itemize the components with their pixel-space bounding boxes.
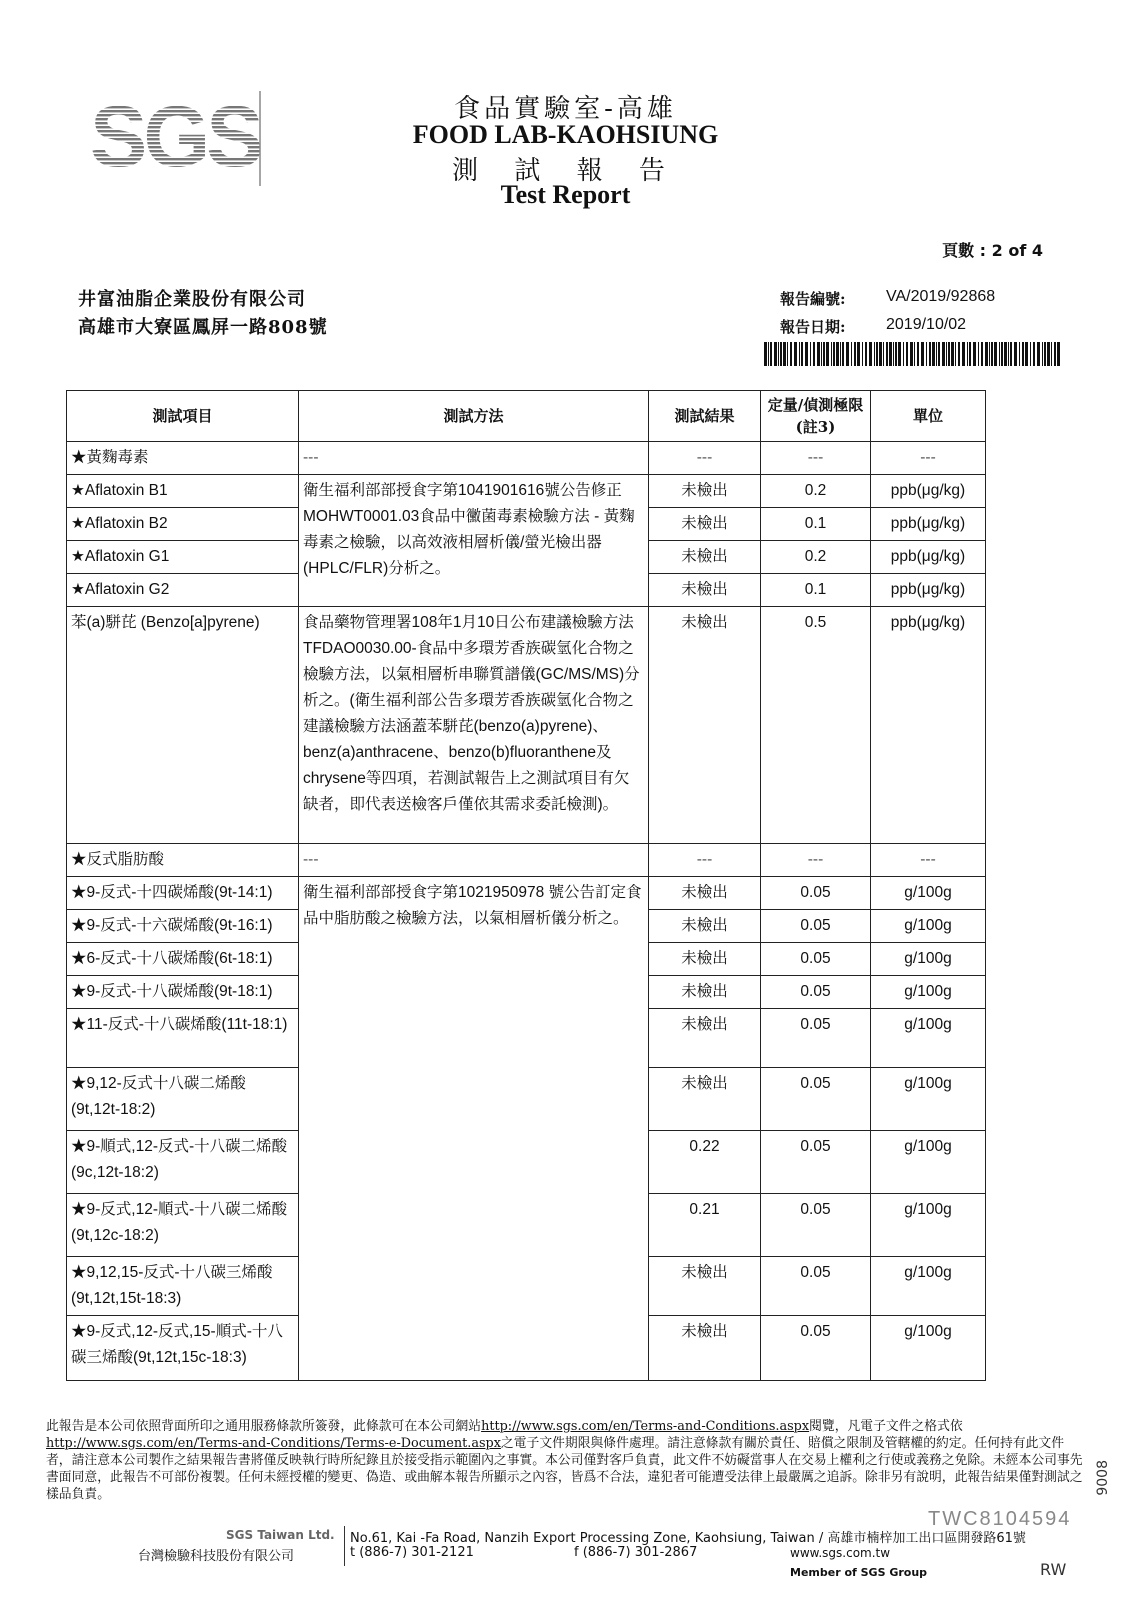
report-title-zh: 測 試 報 告 bbox=[452, 156, 679, 186]
row-method: 食品藥物管理署108年1月10日公布建議檢驗方法TFDAO0030.00-食品中多環芳香族碳氫化合物之檢驗方法，以氣相層析串聯質譜儀(GC/MS/MS)分析之。(衛生福利部公告多環芳香族碳氫化合物之建議檢驗方法涵蓋苯駢芘(benzo(a)pyrene)、benz(a)anthracene、benzo(b)fluoranthene及chrysene等四項，若測試報告上之測試項目有欠缺者，即代表送檢客戶僅依其需求委託檢測)。 bbox=[299, 607, 649, 844]
barcode-bar bbox=[1019, 342, 1020, 366]
barcode-bar bbox=[1037, 342, 1040, 366]
row-limit: 0.05 bbox=[761, 1131, 871, 1194]
row-unit: g/100g bbox=[871, 1257, 986, 1316]
row-unit: g/100g bbox=[871, 1131, 986, 1194]
row-unit: g/100g bbox=[871, 976, 986, 1009]
report-date-label: 報告日期: bbox=[780, 318, 846, 336]
table-row bbox=[67, 607, 986, 844]
barcode-bar bbox=[958, 342, 960, 366]
row-item: 苯(a)駢芘 (Benzo[a]pyrene) bbox=[67, 607, 299, 844]
row-limit: 0.05 bbox=[761, 1009, 871, 1068]
row-limit: --- bbox=[761, 844, 871, 877]
footer-website[interactable]: www.sgs.com.tw bbox=[790, 1546, 891, 1560]
barcode-bar bbox=[1008, 342, 1009, 366]
table-row bbox=[67, 877, 986, 910]
footer-tel: t (886-7) 301-2121 bbox=[350, 1545, 474, 1560]
barcode-bar bbox=[895, 342, 897, 366]
row-result: 未檢出 bbox=[649, 1068, 761, 1131]
barcode-bar bbox=[842, 342, 844, 366]
row-result: 未檢出 bbox=[649, 1316, 761, 1381]
results-table bbox=[66, 390, 985, 1381]
barcode-bar bbox=[794, 342, 797, 366]
barcode-bar bbox=[921, 342, 924, 366]
barcode-bar bbox=[831, 342, 832, 366]
disclaimer-text-1: 此報告是本公司依照背面所印之通用服務條款所簽發，此條款可在本公司網站 bbox=[46, 1419, 482, 1434]
barcode-bar bbox=[833, 342, 835, 366]
barcode-bar bbox=[764, 342, 767, 366]
customer-address: 高雄市大寮區鳳屏一路808號 bbox=[78, 317, 328, 338]
row-limit: --- bbox=[761, 442, 871, 475]
barcode-bar bbox=[836, 342, 839, 366]
barcode-bar bbox=[851, 342, 852, 366]
barcode-bar bbox=[932, 342, 935, 366]
barcode-bar bbox=[787, 342, 788, 366]
disclaimer bbox=[46, 1418, 1086, 1503]
row-result: --- bbox=[649, 442, 761, 475]
row-item: ★9-順式,12-反式-十八碳二烯酸(9c,12t-18:2) bbox=[67, 1131, 299, 1194]
barcode-bar bbox=[774, 342, 777, 366]
row-limit: 0.05 bbox=[761, 1316, 871, 1381]
side-number: 9008 bbox=[1095, 1460, 1111, 1496]
barcode-bar bbox=[770, 342, 772, 366]
barcode-bar bbox=[948, 342, 950, 366]
barcode-bar bbox=[821, 342, 822, 366]
barcode-bar bbox=[1030, 342, 1031, 366]
barcode-bar bbox=[898, 342, 901, 366]
col-header-unit: 單位 bbox=[871, 391, 986, 442]
table-row bbox=[67, 475, 986, 508]
barcode-bar bbox=[817, 342, 820, 366]
row-unit: g/100g bbox=[871, 910, 986, 943]
row-unit: ppb(μg/kg) bbox=[871, 607, 986, 844]
barcode-bar bbox=[991, 342, 993, 366]
row-item: ★Aflatoxin B2 bbox=[67, 508, 299, 541]
col-header-item: 測試項目 bbox=[67, 391, 299, 442]
footer-divider bbox=[344, 1526, 345, 1566]
row-item: ★9-反式,12-反式,15-順式-十八碳三烯酸(9t,12t,15c-18:3) bbox=[67, 1316, 299, 1381]
barcode-bar bbox=[840, 342, 841, 366]
row-result: 未檢出 bbox=[649, 574, 761, 607]
barcode-bar bbox=[780, 342, 782, 366]
lab-title-zh: 食品實驗室-高雄 bbox=[454, 94, 677, 124]
report-title-en: Test Report bbox=[500, 180, 631, 209]
barcode-bar bbox=[969, 342, 971, 366]
barcode-bar bbox=[886, 342, 888, 366]
row-item: ★9-反式,12-順式-十八碳二烯酸(9t,12c-18:2) bbox=[67, 1194, 299, 1257]
barcode-bar bbox=[962, 342, 965, 366]
barcode-bar bbox=[823, 342, 825, 366]
col-header-limit: 定量/偵測極限(註3) bbox=[761, 391, 871, 442]
barcode-bar bbox=[994, 342, 997, 366]
col-header-result: 測試結果 bbox=[649, 391, 761, 442]
barcode-bar bbox=[1014, 342, 1017, 366]
row-limit: 0.05 bbox=[761, 1068, 871, 1131]
barcode-bar bbox=[1057, 342, 1060, 366]
initials: RW bbox=[1040, 1560, 1067, 1579]
barcode-bar bbox=[981, 342, 983, 366]
table-header-row bbox=[67, 391, 986, 442]
table-row bbox=[67, 844, 986, 877]
row-unit: --- bbox=[871, 844, 986, 877]
table-row bbox=[67, 442, 986, 475]
svg-text:SGS: SGS bbox=[90, 89, 260, 185]
barcode-bar bbox=[985, 342, 988, 366]
barcode-bar bbox=[926, 342, 927, 366]
barcode-bar bbox=[951, 342, 954, 366]
barcode-bar bbox=[865, 342, 867, 366]
report-no-value: VA/2019/92868 bbox=[886, 288, 996, 305]
barcode-bar bbox=[967, 342, 968, 366]
barcode-bar bbox=[903, 342, 904, 366]
row-result: 未檢出 bbox=[649, 976, 761, 1009]
barcode-bar bbox=[768, 342, 769, 366]
row-unit: --- bbox=[871, 442, 986, 475]
row-item: ★6-反式-十八碳烯酸(6t-18:1) bbox=[67, 943, 299, 976]
lab-title-en: FOOD LAB-KAOHSIUNG bbox=[412, 120, 719, 149]
row-unit: g/100g bbox=[871, 943, 986, 976]
customer-name: 井富油脂企業股份有限公司 bbox=[78, 289, 306, 310]
row-result: 未檢出 bbox=[649, 475, 761, 508]
disclaimer-text-2: 閱覽，凡電子文件之格式依 bbox=[809, 1419, 963, 1434]
row-item: ★9-反式-十八碳烯酸(9t-18:1) bbox=[67, 976, 299, 1009]
row-limit: 0.05 bbox=[761, 1194, 871, 1257]
row-result: 未檢出 bbox=[649, 943, 761, 976]
barcode-bar bbox=[917, 342, 919, 366]
row-result: 未檢出 bbox=[649, 607, 761, 844]
row-method: --- bbox=[299, 844, 649, 877]
row-result: 未檢出 bbox=[649, 508, 761, 541]
row-item: ★9,12-反式十八碳二烯酸(9t,12t-18:2) bbox=[67, 1068, 299, 1131]
row-result: 0.21 bbox=[649, 1194, 761, 1257]
row-unit: g/100g bbox=[871, 1009, 986, 1068]
barcode-bar bbox=[1042, 342, 1043, 366]
barcode-bar bbox=[1051, 342, 1052, 366]
row-result: 0.22 bbox=[649, 1131, 761, 1194]
barcode-bar bbox=[938, 342, 940, 366]
barcode-bar bbox=[936, 342, 937, 366]
barcode-bar bbox=[869, 342, 872, 366]
row-item: ★11-反式-十八碳烯酸(11t-18:1) bbox=[67, 1009, 299, 1068]
barcode-bar bbox=[854, 342, 856, 366]
barcode-bar bbox=[783, 342, 786, 366]
row-method: --- bbox=[299, 442, 649, 475]
row-unit: g/100g bbox=[871, 1316, 986, 1381]
barcode-bar bbox=[1010, 342, 1012, 366]
row-result: 未檢出 bbox=[649, 877, 761, 910]
col-header-method: 測試方法 bbox=[299, 391, 649, 442]
footer-company-zh: 台灣檢驗科技股份有限公司 bbox=[138, 1549, 295, 1564]
row-method: 衛生福利部部授食字第1041901616號公告修正MOHWT0001.03食品中黴菌毒素檢驗方法 - 黃麴毒素之檢驗，以高效液相層析儀/螢光檢出器 (HPLC/FLR)分析之。 bbox=[299, 475, 649, 607]
footer-fax: f (886-7) 301-2867 bbox=[574, 1545, 698, 1560]
barcode-bar bbox=[973, 342, 976, 366]
barcode-bar bbox=[1044, 342, 1046, 366]
barcode-bar bbox=[929, 342, 931, 366]
barcode-bar bbox=[1001, 342, 1003, 366]
barcode-bar bbox=[1033, 342, 1035, 366]
row-unit: ppb(μg/kg) bbox=[871, 541, 986, 574]
row-item: ★Aflatoxin B1 bbox=[67, 475, 299, 508]
row-limit: 0.2 bbox=[761, 475, 871, 508]
barcode-bar bbox=[989, 342, 990, 366]
barcode-bar bbox=[946, 342, 947, 366]
row-result: 未檢出 bbox=[649, 541, 761, 574]
page-number: 頁數 : 2 of 4 bbox=[942, 241, 1043, 260]
barcode-bar bbox=[862, 342, 863, 366]
barcode-bar bbox=[910, 342, 913, 366]
barcode-bar bbox=[883, 342, 884, 366]
disclaimer-text-3: 之電子文件期限與條件處理。請注意條款有關於責任、賠償之限制及管轄權的約定。任何持有此文件者，請注意本公司製作之結果報告書將僅反映執行時所紀錄且於接受指示範圍內之事實。本公司僅對客戶負責，此文件不妨礙當事人在交易上權利之行使或義務之免除。未經本公司事先書面同意，此報告不可部份複製。任何未經授權的變更、偽造、或曲解本報告所顯示之內容，皆爲不合法，違犯者可能遭受法律上最嚴厲之追訴。除非另有說明，此報告結果僅對測試之樣品負責。 bbox=[46, 1436, 1083, 1502]
row-item: ★反式脂肪酸 bbox=[67, 844, 299, 877]
row-result: 未檢出 bbox=[649, 910, 761, 943]
barcode-bar bbox=[1004, 342, 1007, 366]
row-unit: ppb(μg/kg) bbox=[871, 475, 986, 508]
terms-link[interactable]: http://www.sgs.com/en/Terms-and-Conditions.aspx bbox=[481, 1419, 810, 1434]
barcode-bar bbox=[778, 342, 779, 366]
barcode-bar bbox=[813, 342, 815, 366]
barcode-bar bbox=[906, 342, 908, 366]
row-unit: g/100g bbox=[871, 1194, 986, 1257]
row-limit: 0.05 bbox=[761, 1257, 871, 1316]
barcode-bar bbox=[874, 342, 875, 366]
row-result: 未檢出 bbox=[649, 1009, 761, 1068]
row-limit: 0.05 bbox=[761, 976, 871, 1009]
barcode bbox=[764, 342, 1064, 366]
row-item: ★Aflatoxin G1 bbox=[67, 541, 299, 574]
barcode-bar bbox=[914, 342, 915, 366]
barcode-bar bbox=[790, 342, 792, 366]
barcode-bar bbox=[889, 342, 892, 366]
row-method: 衛生福利部部授食字第1021950978 號公告訂定食品中脂肪酸之檢驗方法，以氣相層析儀分析之。 bbox=[299, 877, 649, 1381]
row-limit: 0.1 bbox=[761, 574, 871, 607]
row-unit: ppb(μg/kg) bbox=[871, 508, 986, 541]
barcode-bar bbox=[1025, 342, 1028, 366]
footer-member: Member of SGS Group bbox=[790, 1566, 928, 1579]
row-limit: 0.05 bbox=[761, 910, 871, 943]
barcode-bar bbox=[999, 342, 1000, 366]
barcode-bar bbox=[879, 342, 882, 366]
row-result: --- bbox=[649, 844, 761, 877]
row-item: ★9-反式-十六碳烯酸(9t-16:1) bbox=[67, 910, 299, 943]
barcode-bar bbox=[810, 342, 811, 366]
row-result: 未檢出 bbox=[649, 1257, 761, 1316]
barcode-bar bbox=[942, 342, 945, 366]
barcode-bar bbox=[805, 342, 808, 366]
barcode-bar bbox=[1022, 342, 1024, 366]
row-item: ★黃麴毒素 bbox=[67, 442, 299, 475]
footer-company-en: SGS Taiwan Ltd. bbox=[226, 1528, 335, 1542]
row-unit: g/100g bbox=[871, 1068, 986, 1131]
report-no-label: 報告編號: bbox=[780, 290, 846, 308]
serial-stamp: TWC8104594 bbox=[928, 1508, 1072, 1530]
report-date-value: 2019/10/02 bbox=[886, 316, 967, 333]
row-unit: ppb(μg/kg) bbox=[871, 574, 986, 607]
row-item: ★9-反式-十四碳烯酸(9t-14:1) bbox=[67, 877, 299, 910]
barcode-bar bbox=[876, 342, 878, 366]
row-limit: 0.5 bbox=[761, 607, 871, 844]
sgs-logo bbox=[88, 86, 268, 186]
barcode-bar bbox=[857, 342, 860, 366]
footer-address: No.61, Kai -Fa Road, Nanzih Export Processing Zone, Kaohsiung, Taiwan / 高雄市楠梓加工出口區開發路61號 bbox=[350, 1531, 1026, 1546]
barcode-bar bbox=[846, 342, 849, 366]
row-limit: 0.1 bbox=[761, 508, 871, 541]
barcode-bar bbox=[799, 342, 800, 366]
row-item: ★9,12,15-反式-十八碳三烯酸(9t,12t,15t-18:3) bbox=[67, 1257, 299, 1316]
row-unit: g/100g bbox=[871, 877, 986, 910]
row-limit: 0.05 bbox=[761, 877, 871, 910]
barcode-bar bbox=[1054, 342, 1056, 366]
barcode-bar bbox=[955, 342, 956, 366]
row-limit: 0.05 bbox=[761, 943, 871, 976]
barcode-bar bbox=[826, 342, 829, 366]
barcode-bar bbox=[1047, 342, 1050, 366]
barcode-bar bbox=[978, 342, 979, 366]
row-limit: 0.2 bbox=[761, 541, 871, 574]
barcode-bar bbox=[801, 342, 803, 366]
barcode-bar bbox=[893, 342, 894, 366]
row-item: ★Aflatoxin G2 bbox=[67, 574, 299, 607]
terms-e-document-link[interactable]: http://www.sgs.com/en/Terms-and-Conditions/Terms-e-Document.aspx bbox=[46, 1436, 501, 1451]
